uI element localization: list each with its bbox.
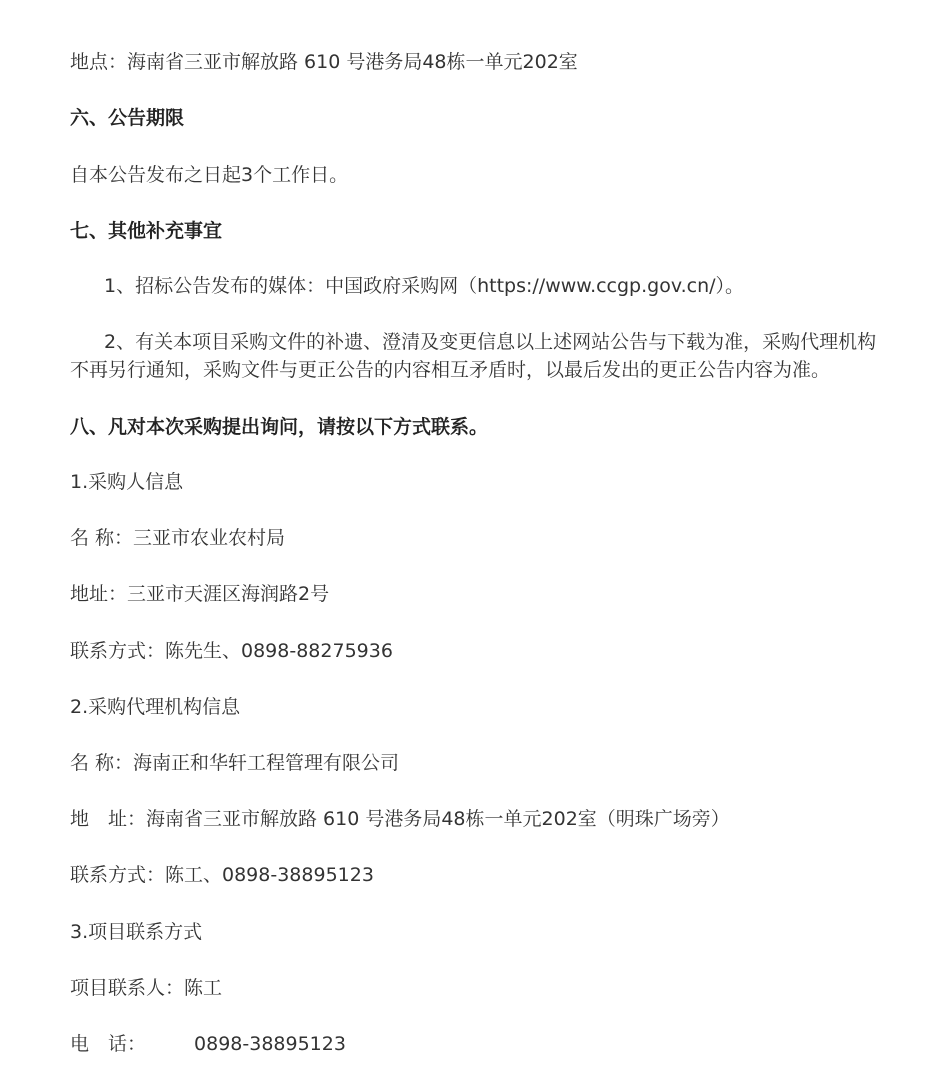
project-phone-label: 电 话： (70, 1033, 147, 1055)
project-phone (70, 1030, 880, 1058)
location-line: 地点：海南省三亚市解放路 610 号港务局48栋一单元202室 (70, 51, 578, 73)
agency-address: 地 址：海南省三亚市解放路 610 号港务局48栋一单元202室（明珠广场旁） (70, 808, 730, 830)
section7-item2: 2、有关本项目采购文件的补遗、澄清及变更信息以上述网站公告与下载为准，采购代理机构不再另行通知，采购文件与更正公告的内容相互矛盾时，以最后发出的更正公告内容为准。 (70, 331, 877, 381)
section8-title: 八、凡对本次采购提出询问，请按以下方式联系。 (70, 416, 489, 438)
project-heading: 3.项目联系方式 (70, 921, 203, 943)
agency-contact: 联系方式：陈工、0898-38895123 (70, 864, 374, 886)
purchaser-name: 名 称：三亚市农业农村局 (70, 527, 286, 549)
project-contact-person: 项目联系人：陈工 (70, 977, 223, 999)
section6-title: 六、公告期限 (70, 107, 185, 129)
section7-item1: 1、招标公告发布的媒体：中国政府采购网（https://www.ccgp.gov.cn/）。 (104, 275, 745, 297)
purchaser-contact: 联系方式：陈先生、0898-88275936 (70, 640, 393, 662)
project-phone-value: 0898-38895123 (194, 1033, 346, 1055)
purchaser-heading: 1.采购人信息 (70, 471, 184, 493)
section6-text: 自本公告发布之日起3个工作日。 (70, 164, 349, 186)
section7-title: 七、其他补充事宜 (70, 220, 223, 242)
agency-name: 名 称：海南正和华轩工程管理有限公司 (70, 752, 400, 774)
agency-heading: 2.采购代理机构信息 (70, 696, 241, 718)
purchaser-address: 地址：三亚市天涯区海润路2号 (70, 583, 330, 605)
